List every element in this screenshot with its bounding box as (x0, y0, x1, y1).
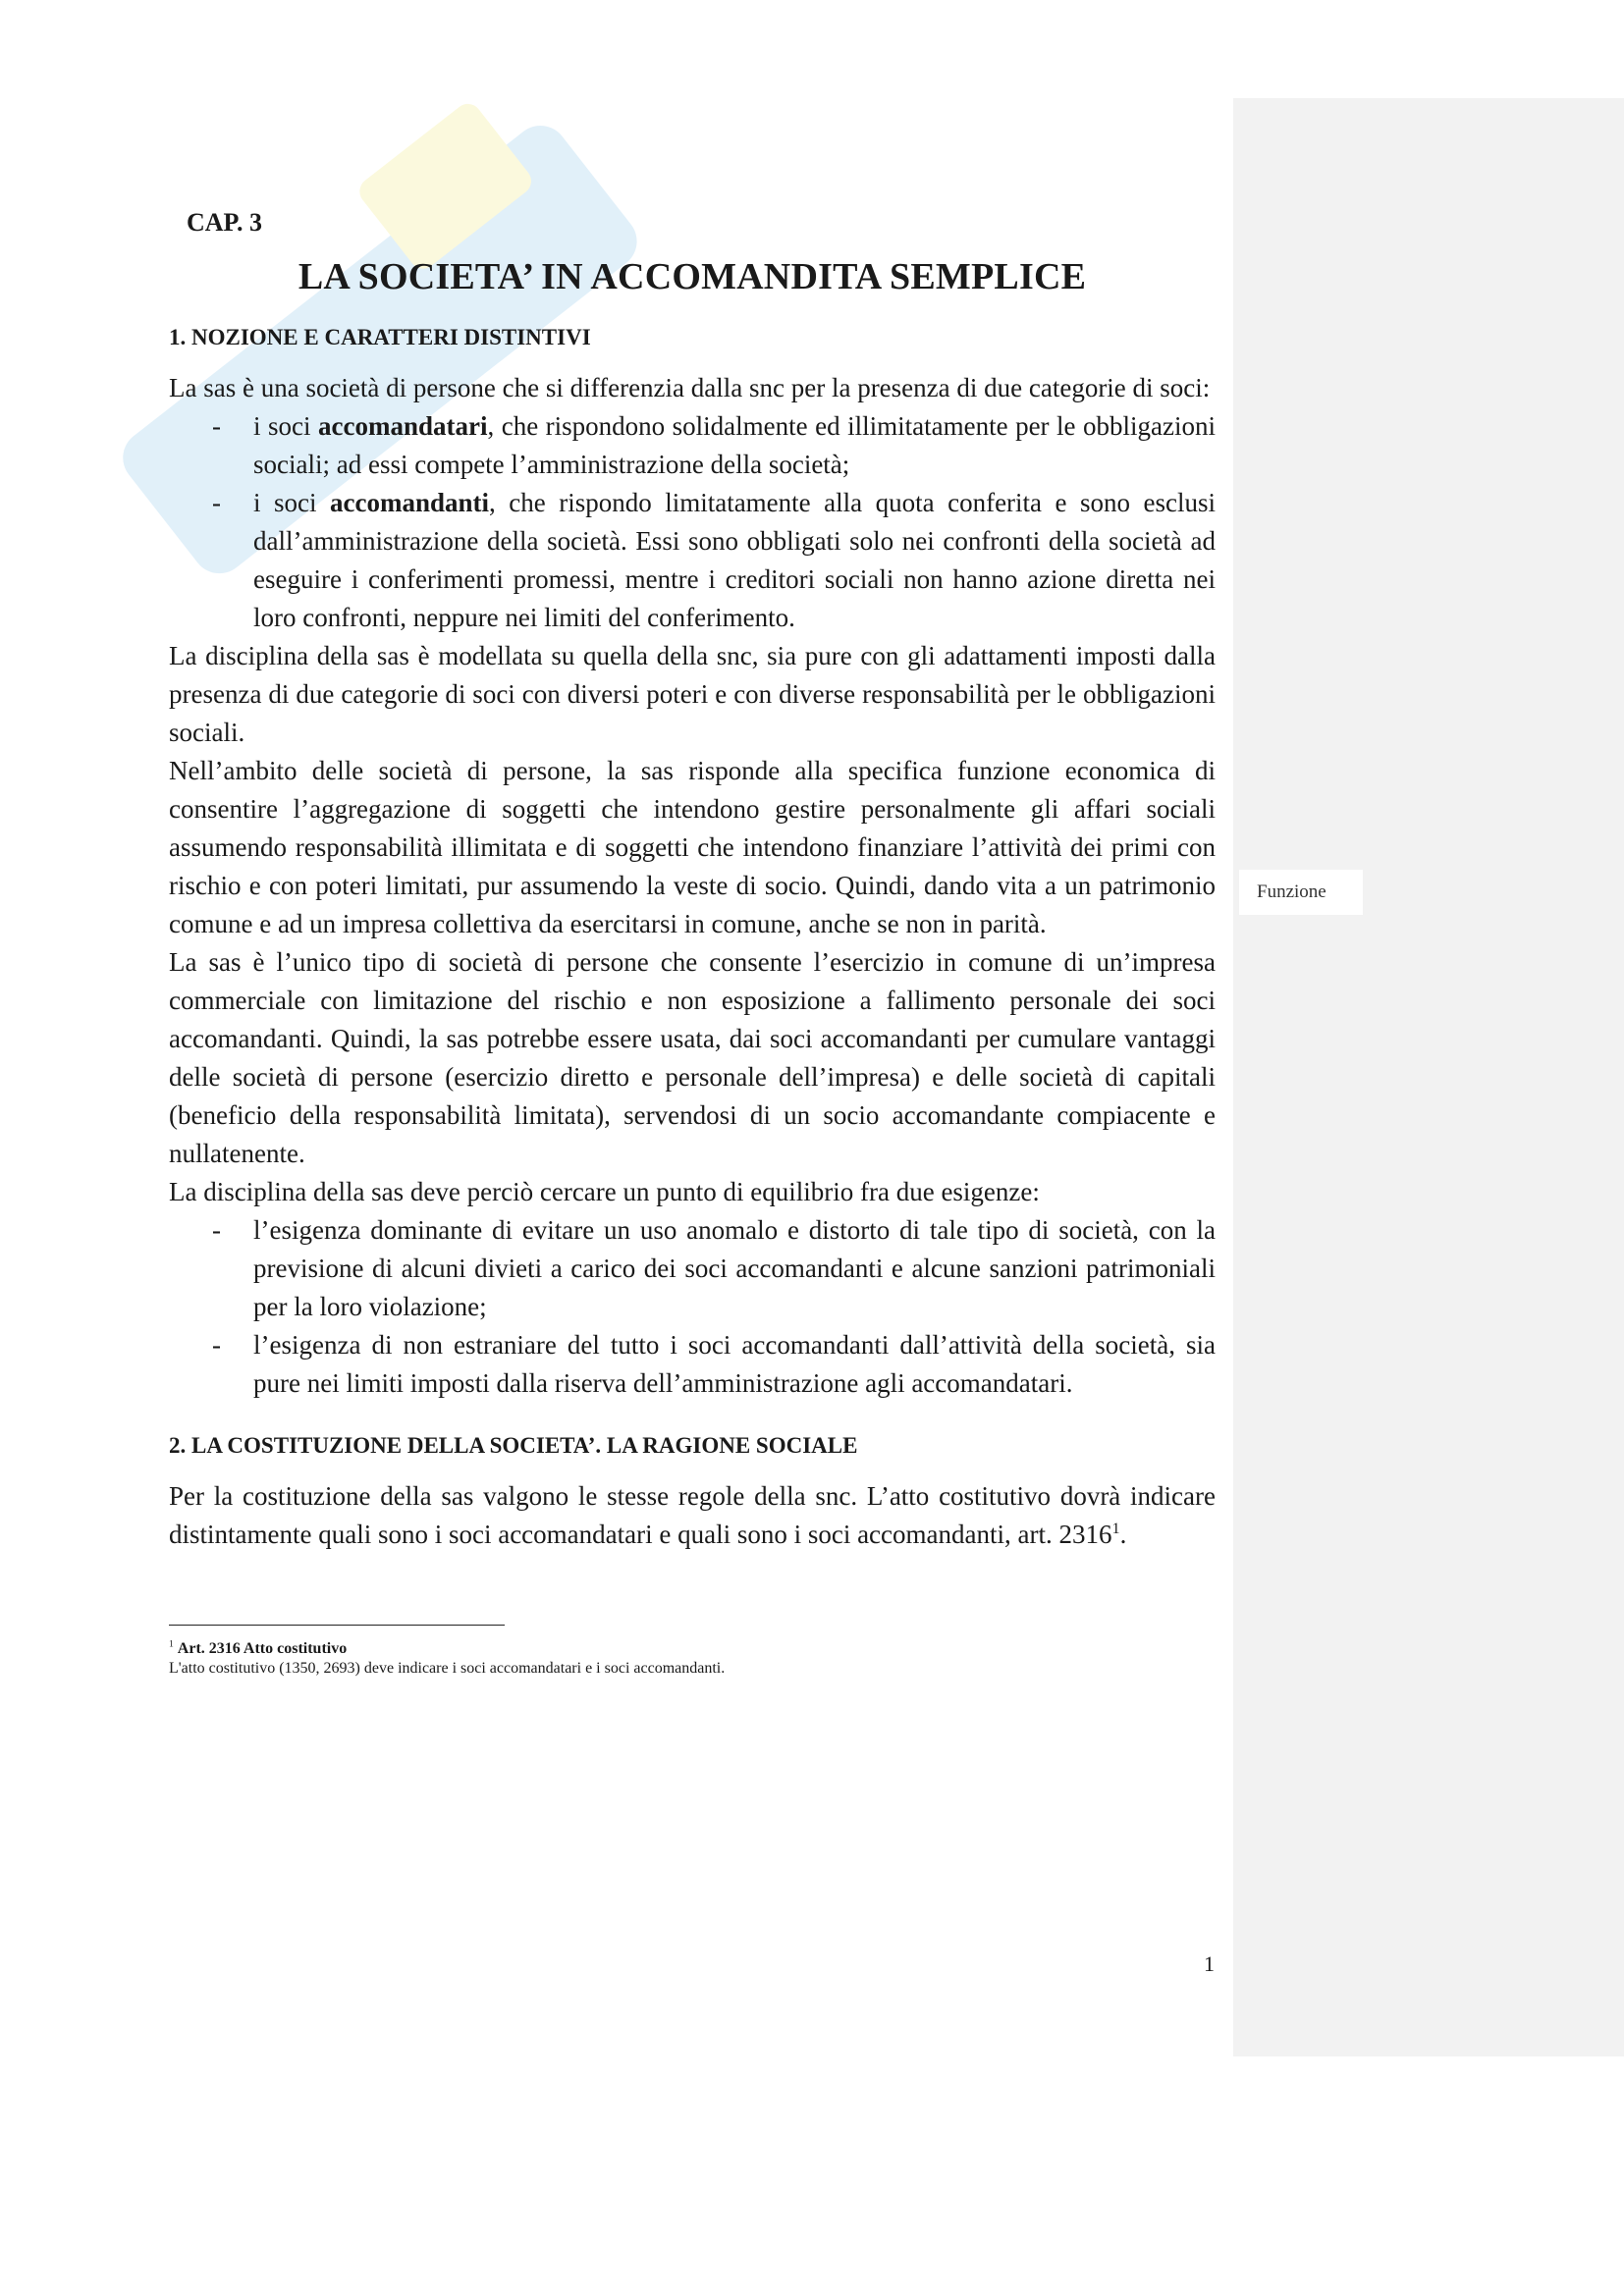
section1-heading: 1. NOZIONE E CARATTERI DISTINTIVI (169, 325, 591, 349)
comment-margin-pane (1233, 98, 1624, 2056)
margin-comment[interactable]: Funzione (1239, 870, 1363, 915)
watermark-label: Skuola.net il mondo dello studente (39, 59, 53, 60)
list-item: - i soci accomandatari, che rispondono solidalmente ed illimitatamente per le obbligazioni sociali; ad essi compete l’amministrazione della società; (169, 407, 1216, 484)
footnote-ref[interactable]: 1 (1111, 1520, 1120, 1537)
list-item: - l’esigenza dominante di evitare un uso anomalo e distorto di tale tipo di società, con la previsione di alcuni divieti a carico dei soci accomandanti e alcune sanzioni patrimoniali per la loro violazione; (169, 1211, 1216, 1326)
chapter-label: CAP. 3 (187, 208, 263, 237)
list-item: - l’esigenza di non estraniare del tutto i soci accomandanti dall’attività della società, sia pure nei limiti imposti dalla riserva dell’amministrazione agli accomandatari. (169, 1326, 1216, 1403)
bullet-dash: - (212, 411, 221, 441)
list-item: - i soci accomandanti, che rispondo limitatamente alla quota conferita e sono esclusi dall’amministrazione della società. Essi sono obbligati solo nei confronti della società ad eseguire i conferimenti promessi, mentre i creditori sociali non hanno azione diretta nei loro confronti, neppure nei limiti del conferimento. (169, 484, 1216, 637)
bullet-dash: - (212, 1330, 221, 1360)
paragraph-unico-tipo: La sas è l’unico tipo di società di persone che consente l’esercizio in comune di un’impresa commerciale con limitazione del rischio e non esposizione a fallimento personale dei soci accomandanti. Quindi, la sas potrebbe essere usata, dai soci accomandanti per cumulare vantaggi delle società di persone (esercizio diretto e personale dell’impresa) e delle società di capitali (beneficio della responsabilità limitata), servendosi di un socio accomandante compiacente e nullatenente. (169, 947, 1216, 1168)
footnote-text: L'atto costitutivo (1350, 2693) deve indicare i soci accomandatari e i soci accomandanti. (169, 1660, 726, 1677)
paragraph-disciplina: La disciplina della sas è modellata su quella della snc, sia pure con gli adattamenti imposti dalla presenza di due categorie di soci con diversi poteri e con diverse responsabilità per le obbligazioni sociali. (169, 641, 1216, 747)
term-accomandatari: accomandatari (318, 411, 488, 441)
section2-heading: 2. LA COSTITUZIONE DELLA SOCIETA’. LA RAGIONE SOCIALE (169, 1433, 858, 1458)
esigenze-list (169, 1211, 1216, 1403)
bullet-dash: - (212, 488, 221, 517)
paragraph-equilibrio: La disciplina della sas deve perciò cercare un punto di equilibrio fra due esigenze: (169, 1177, 1040, 1206)
document-body (169, 208, 1216, 1679)
section1-intro: La sas è una società di persone che si differenzia dalla snc per la presenza di due categorie di soci: (169, 373, 1211, 402)
term-accomandanti: accomandanti (330, 488, 489, 517)
paragraph-costituzione: Per la costituzione della sas valgono le stesse regole della snc. L’atto costitutivo dovrà indicare distintamente quali sono i soci accomandatari e quali sono i soci accomandanti, art. 2316$^1$. (169, 1481, 1216, 1549)
footnote-title: $^1$ Art. 2316 Atto costitutivo (169, 1638, 348, 1657)
bullet-dash: - (212, 1215, 221, 1245)
document-title: LA SOCIETA’ IN ACCOMANDITA SEMPLICE (298, 256, 1087, 297)
footnote-separator (169, 1625, 505, 1626)
paragraph-funzione: Nell’ambito delle società di persone, la sas risponde alla specifica funzione economica di consentire l’aggregazione di soggetti che intendono gestire personalmente gli affari sociali assumendo responsabilità illimitata e di soggetti che intendono finanziare l’attività dei primi con rischio e con poteri limitati, pur assumendo la veste di socio. Quindi, dando vita a un patrimonio comune e ad un impresa collettiva da esercitarsi in comune, anche se non in parità. (169, 756, 1216, 938)
soci-categories-list (169, 407, 1216, 637)
page-number: 1 (1204, 1951, 1215, 1976)
